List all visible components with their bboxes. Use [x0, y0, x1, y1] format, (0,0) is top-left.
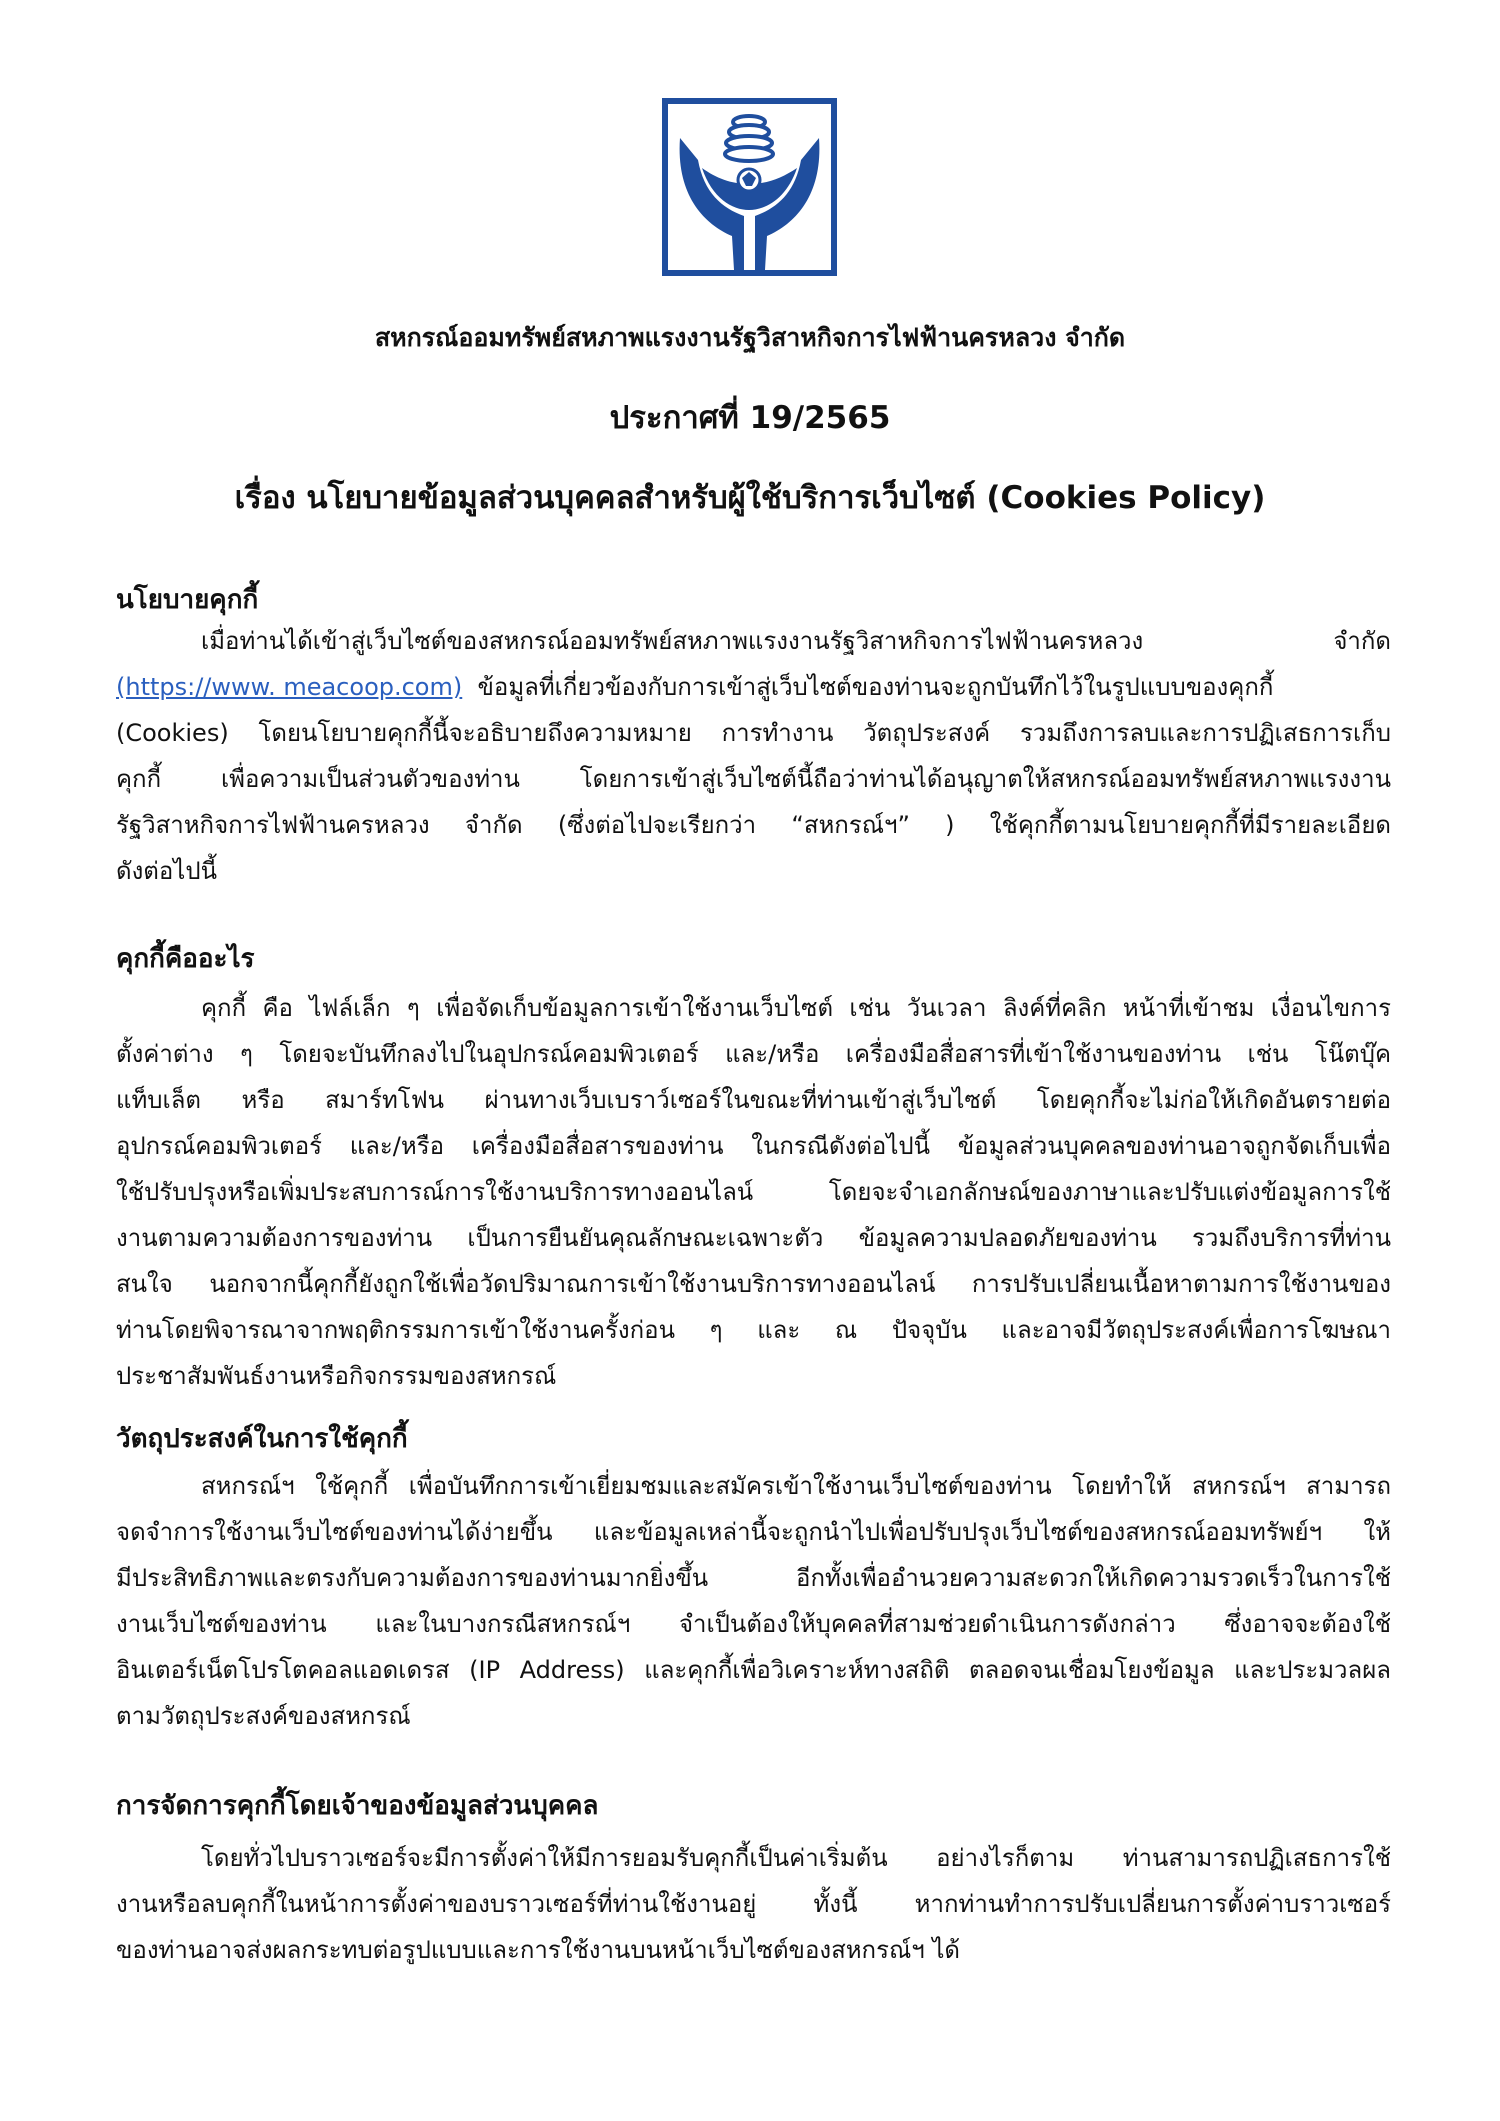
paragraph-line: (Cookies) โดยนโยบายคุกกี้นี้จะอธิบายถึงความหมาย การทำงาน วัตถุประสงค์ รวมถึงการลบและการปฏิเสธการเก็บ — [116, 719, 1391, 747]
section-body-purpose — [116, 1463, 1391, 1739]
paragraph-line: สหกรณ์ฯ ใช้คุกกี้ เพื่อบันทึกการเข้าเยี่ยมชมและสมัครเข้าใช้งานเว็บไซต์ของท่าน โดยทำให้ สหกรณ์ฯ สามารถ — [201, 1472, 1391, 1500]
paragraph-line-text: ข้อมูลที่เกี่ยวข้องกับการเข้าสู่เว็บไซต์ของท่านจะถูกบันทึกไว้ในรูปแบบของคุกกี้ — [477, 673, 1274, 701]
paragraph-line: ใช้ปรับปรุงหรือเพิ่มประสบการณ์การใช้งานบริการทางออนไลน์ โดยจะจำเอกลักษณ์ของภาษาและปรับแต่งข้อมูลการใช้ — [116, 1178, 1391, 1206]
paragraph-line: ของท่านอาจส่งผลกระทบต่อรูปแบบและการใช้งานบนหน้าเว็บไซต์ของสหกรณ์ฯ ได้ — [116, 1936, 960, 1964]
section-body-cookie-management — [116, 1835, 1391, 1973]
section-heading-cookie-management: การจัดการคุกกี้โดยเจ้าของข้อมูลส่วนบุคคล — [116, 1791, 599, 1821]
paragraph-line: เมื่อท่านได้เข้าสู่เว็บไซต์ของสหกรณ์ออมทรัพย์สหภาพแรงงานรัฐวิสาหกิจการไฟฟ้านครหลวง จำกัด — [201, 627, 1391, 655]
paragraph-line: คุกกี้ เพื่อความเป็นส่วนตัวของท่าน โดยการเข้าสู่เว็บไซต์นี้ถือว่าท่านได้อนุญาตให้สหกรณ์ออมทรัพย์สหภาพแรงงาน — [116, 765, 1391, 793]
paragraph-line: ประชาสัมพันธ์งานหรือกิจกรรมของสหกรณ์ — [116, 1362, 557, 1390]
paragraph-line: งานตามความต้องการของท่าน เป็นการยืนยันคุณลักษณะเฉพาะตัว ข้อมูลความปลอดภัยของท่าน รวมถึงบริการที่ท่าน — [116, 1224, 1391, 1252]
paragraph-line: งานเว็บไซต์ของท่าน และในบางกรณีสหกรณ์ฯ จำเป็นต้องให้บุคคลที่สามช่วยดำเนินการดังกล่าว ซึ่งอาจจะต้องใช้ — [116, 1610, 1391, 1638]
paragraph-line: แท็บเล็ต หรือ สมาร์ทโฟน ผ่านทางเว็บเบราว์เซอร์ในขณะที่ท่านเข้าสู่เว็บไซต์ โดยคุกกี้จะไม่ก่อให้เกิดอันตรายต่อ — [116, 1086, 1391, 1114]
website-link[interactable]: (https://www. meacoop.com) — [116, 673, 463, 701]
paragraph-line: อุปกรณ์คอมพิวเตอร์ และ/หรือ เครื่องมือสื่อสารของท่าน ในกรณีดังต่อไปนี้ ข้อมูลส่วนบุคคลของท่านอาจถูกจัดเก็บเพื่อ — [116, 1132, 1391, 1160]
paragraph-line: อินเตอร์เน็ตโปรโตคอลแอดเดรส (IP Address) และคุกกี้เพื่อวิเคราะห์ทางสถิติ ตลอดจนเชื่อมโยงข้อมูล และประมวลผล — [116, 1656, 1391, 1684]
paragraph-line — [116, 664, 1391, 710]
paragraph-line: ท่านโดยพิจารณาจากพฤติกรรมการเข้าใช้งานครั้งก่อน ๆ และ ณ ปัจจุบัน และอาจมีวัตถุประสงค์เพื่อการโฆษณา — [116, 1316, 1391, 1344]
organization-name: สหกรณ์ออมทรัพย์สหภาพแรงงานรัฐวิสาหกิจการไฟฟ้านครหลวง จำกัด — [374, 323, 1126, 352]
paragraph-line: รัฐวิสาหกิจการไฟฟ้านครหลวง จำกัด (ซึ่งต่อไปจะเรียกว่า “สหกรณ์ฯ” ) ใช้คุกกี้ตามนโยบายคุกกี้ที่มีรายละเอียด — [116, 811, 1391, 839]
section-heading-purpose: วัตถุประสงค์ในการใช้คุกกี้ — [116, 1424, 408, 1454]
announcement-subject: เรื่อง นโยบายข้อมูลส่วนบุคคลสำหรับผู้ใช้บริการเว็บไซต์ (Cookies Policy) — [234, 480, 1266, 516]
paragraph-line: จดจำการใช้งานเว็บไซต์ของท่านได้ง่ายขึ้น และข้อมูลเหล่านี้จะถูกนำไปเพื่อปรับปรุงเว็บไซต์ของสหกรณ์ออมทรัพย์ฯ ให้ — [116, 1518, 1391, 1546]
section-body-cookie-policy — [116, 618, 1391, 894]
paragraph-line: ดังต่อไปนี้ — [116, 857, 218, 885]
paragraph-line: โดยทั่วไปบราวเซอร์จะมีการตั้งค่าให้มีการยอมรับคุกกี้เป็นค่าเริ่มต้น อย่างไรก็ตาม ท่านสามารถปฏิเสธการใช้ — [201, 1844, 1391, 1872]
paragraph-line: ตั้งค่าต่าง ๆ โดยจะบันทึกลงไปในอุปกรณ์คอมพิวเตอร์ และ/หรือ เครื่องมือสื่อสารที่เข้าใช้งานของท่าน เช่น โน๊ตบุ๊ค — [116, 1040, 1391, 1068]
paragraph-line: งานหรือลบคุกกี้ในหน้าการตั้งค่าของบราวเซอร์ที่ท่านใช้งานอยู่ ทั้งนี้ หากท่านทำการปรับเปลี่ยนการตั้งค่าบราวเซอร์ — [116, 1890, 1391, 1918]
paragraph-line: สนใจ นอกจากนี้คุกกี้ยังถูกใช้เพื่อวัดปริมาณการเข้าใช้งานบริการทางออนไลน์ การปรับเปลี่ยนเนื้อหาตามการใช้งานของ — [116, 1270, 1391, 1298]
cooperative-emblem-icon — [662, 98, 837, 276]
paragraph-line: ตามวัตถุประสงค์ของสหกรณ์ — [116, 1702, 411, 1730]
paragraph-line: คุกกี้ คือ ไฟล์เล็ก ๆ เพื่อจัดเก็บข้อมูลการเข้าใช้งานเว็บไซต์ เช่น วันเวลา ลิงค์ที่คลิก หน้าที่เข้าชม เงื่อนไขการ — [201, 994, 1391, 1022]
section-body-what-is-cookie — [116, 985, 1391, 1399]
paragraph-line: มีประสิทธิภาพและตรงกับความต้องการของท่านมากยิ่งขึ้น อีกทั้งเพื่ออำนวยความสะดวกให้เกิดความรวดเร็วในการใช้ — [116, 1564, 1391, 1592]
announcement-number: ประกาศที่ 19/2565 — [609, 400, 891, 436]
section-heading-cookie-policy: นโยบายคุกกี้ — [116, 585, 259, 615]
section-heading-what-is-cookie: คุกกี้คืออะไร — [116, 944, 255, 974]
